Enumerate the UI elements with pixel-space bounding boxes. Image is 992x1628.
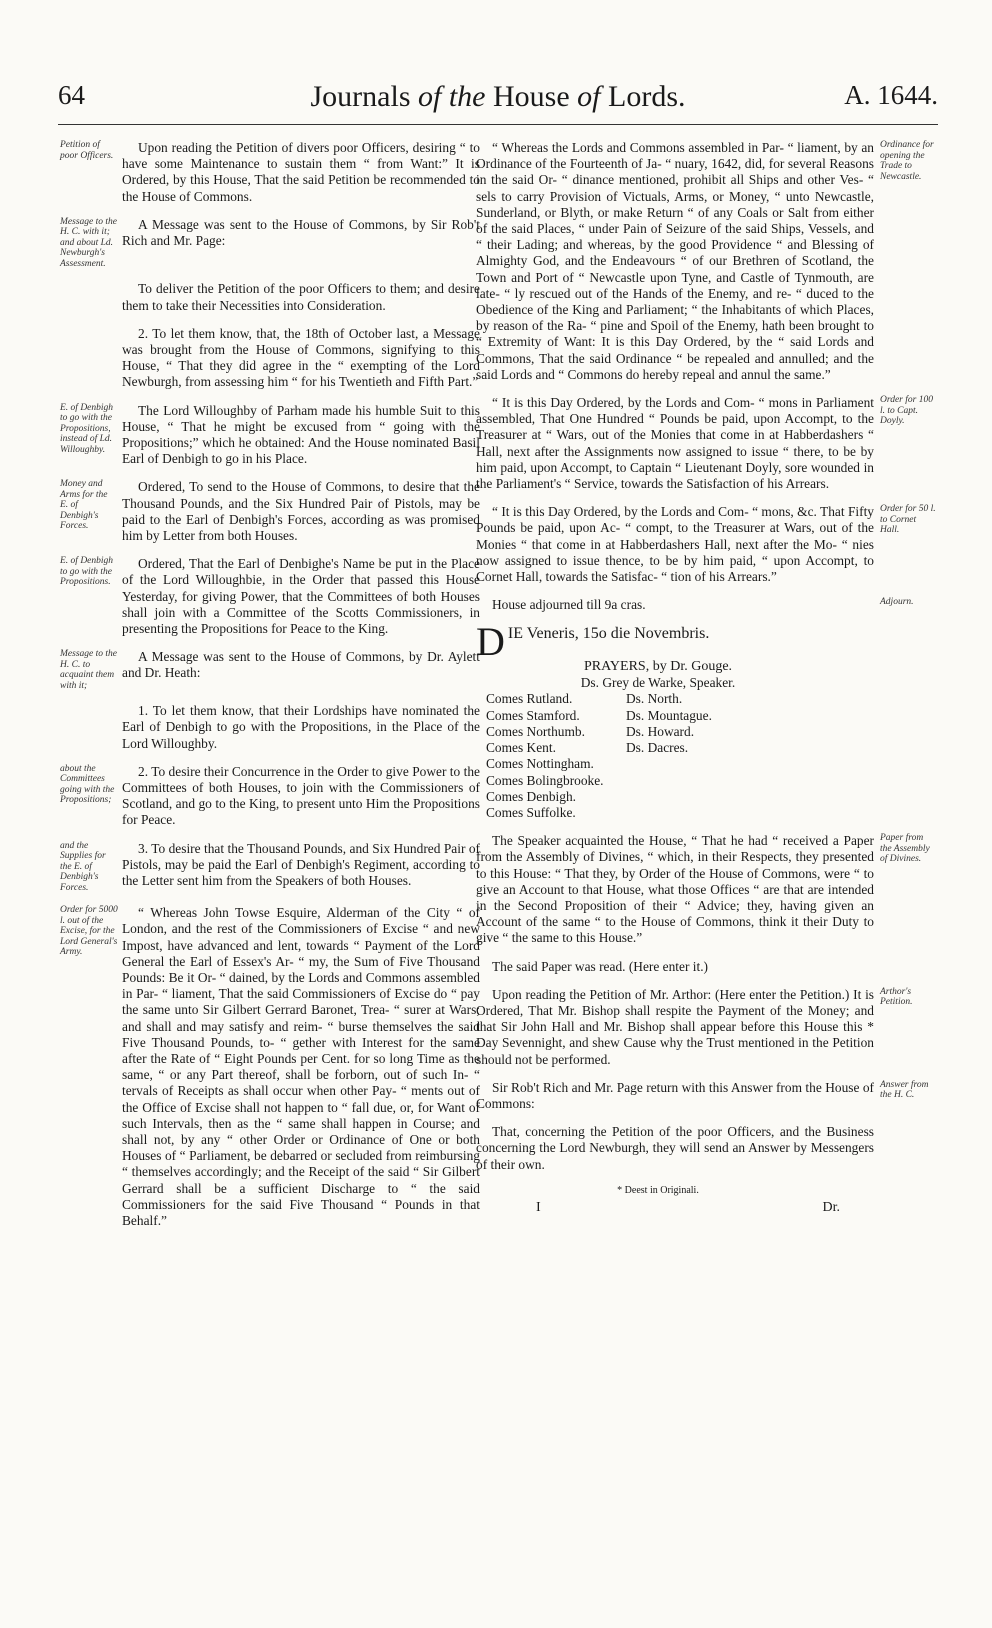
margin-note: Petition of poor Officers.	[60, 140, 114, 161]
left-entry	[60, 479, 480, 544]
entry-text: Ordered, That the Earl of Denbighe's Name be put in the Place of the Lord Willoughbie, in the Order that passed this House Yesterday, for giving Power, that the Committees of both Houses shall join with a Committee of the Scotts Commissioners, in presenting the Propositions for Peace to the King.	[122, 556, 480, 636]
header-rule	[58, 124, 938, 125]
page-year: A. 1644.	[844, 80, 938, 110]
right-entry	[476, 597, 936, 613]
margin-note: Order for 5000 l. out of the Excise, for the Lord General's Army.	[60, 905, 118, 958]
prayers-line: PRAYERS, by Dr. Gouge.	[583, 659, 733, 675]
right-entry	[476, 504, 936, 585]
right-entry	[476, 987, 936, 1068]
right-column	[476, 140, 936, 1216]
entry-text: Upon reading the Petition of divers poor Officers, desiring “ to have some Maintenance to sustain them “ from Want:” It is Ordered, by this House, That the said Petition be recommended to the House of Commons.	[122, 140, 480, 204]
speaker-line: Ds. Grey de Warke, Speaker.	[580, 675, 736, 691]
lord-entry: Comes Bolingbrooke.	[486, 772, 604, 788]
lord-entry: Comes Nottingham.	[486, 756, 594, 772]
margin-note: Money and Arms for the E. of Denbigh's Forces.	[60, 479, 108, 532]
right-entry	[476, 1124, 936, 1173]
entry-text: The Lord Willoughby of Parham made his humble Suit to this House, “ That he might be excused from “ going with the Propositions;” which he obtained: And the House nominated Basil Earl of Denbigh to go in his Place.	[122, 402, 480, 467]
lord-entry: Ds. Mountague.	[626, 707, 712, 723]
lord-entry: Comes Rutland.	[486, 691, 573, 707]
left-entry	[60, 649, 480, 691]
catchword: Dr.	[822, 1199, 840, 1215]
entry-text: That, concerning the Petition of the poor Officers, and the Business concerning the Lord Newburgh, they will send an Answer by Messengers of their own.	[476, 1124, 874, 1172]
lord-entry: Ds. Howard.	[626, 723, 695, 739]
entry-text: 3. To desire that the Thousand Pounds, and Six Hundred Pair of Pistols, may be paid the Earl of Denbigh's Regiment, according to the Letter sent him from the Speakers of both Houses.	[122, 840, 480, 888]
lord-entry: Comes Stamford.	[486, 707, 580, 723]
margin-note: E. of Denbigh to go with the Propositions, instead of Ld. Willoughby.	[60, 402, 114, 455]
left-entry	[60, 841, 480, 894]
left-entry	[60, 403, 480, 468]
right-entry	[476, 1080, 936, 1112]
margin-note: and the Supplies for the E. of Denbigh's Forces.	[60, 840, 106, 893]
entry-text: Upon reading the Petition of Mr. Arthor: (Here enter the Petition.) It is Ordered, That Mr. Bishop shall respite the Payment of the Money; and that Sir John Hall and Mr. Bishop shall appear before this House this * Day Sevennight, and shew Cause why the Trust mentioned in the Petition should not be performed.	[476, 986, 874, 1067]
left-entry	[60, 326, 480, 391]
footnote: * Deest in Originali.	[617, 1184, 699, 1196]
entry-text: The said Paper was read. (Here enter it.)	[492, 958, 709, 974]
left-column	[60, 140, 480, 1241]
margin-note: Paper from the Assembly of Divines.	[880, 833, 930, 865]
lord-entry: Comes Suffolke.	[486, 804, 576, 820]
entry-text: To deliver the Petition of the poor Officers to them; and desire them to take their Necessities into Consideration.	[122, 281, 480, 313]
lords-present-list	[486, 691, 840, 821]
margin-note: Order for 100 l. to Capt. Doyly.	[880, 395, 933, 427]
left-entry	[60, 281, 480, 313]
entry-text: 2. To let them know, that, the 18th of October last, a Message was brought from the House of Commons, signifying to this House, “ That they did agree in the “ exempting of the Lord Newburgh, from assessing him “ for his Twentieth and Fifth Part.”	[122, 325, 480, 390]
lord-entry: Ds. North.	[626, 691, 683, 707]
entry-text: “ It is this Day Ordered, by the Lords and Com- “ mons, &c. That Fifty Pounds be paid, upon Ac- “ compt, to the Treasurer at Wars, out of the Monies “ that come in at Habberdashers Hall, next after the Mo- “ nies now assigned to issue thence, to be by him paid, “ upon Accompt, to Cornet Hall, towards the Satisfac- “ tion of his Arrears.”	[476, 504, 874, 585]
margin-note: Order for 50 l. to Cornet Hall.	[880, 504, 936, 536]
lord-entry: Ds. Dacres.	[626, 740, 689, 756]
entry-text: 2. To desire their Concurrence in the Order to give Power to the Committees of both Houses, to join with the Commissioners of Scotland, and go to the King, to present unto Him the Propositions for Peace.	[122, 763, 480, 828]
right-entry	[476, 140, 936, 383]
entry-text: A Message was sent to the House of Commons, by Dr. Aylett and Dr. Heath:	[122, 649, 480, 681]
drop-cap: D	[476, 619, 505, 665]
left-entry	[60, 905, 480, 1229]
entry-text: “ It is this Day Ordered, by the Lords and Com- “ mons in Parliament assembled, That One Hundred “ Pounds be paid, upon Accompt, to the Treasurer at “ Wars, out of the Monies that come in at Habberdashers “ Hall, next after the Assignments now assigned to issue “ there, to be by him paid, upon Accompt, to Captain “ Lieutenant Doyly, sore wounded in the Parliament's “ Service, towards the Satisfaction of his Arrears.	[476, 395, 874, 492]
right-entry	[476, 959, 936, 975]
margin-note: Adjourn.	[880, 597, 914, 608]
left-entry	[60, 140, 480, 205]
lords-right-list	[626, 691, 766, 821]
entry-text: The Speaker acquainted the House, “ That he had “ received a Paper from the Assembly of Divines, “ which, in their Respects, they presented to this House: “ That they, by Order of the House of Commons, were “ to give an Account to that House, what those Offices “ are that are intended in the Second Proposition of their “ Advice; they, having given an Account of the same “ to the House of Commons, think it their Duty to give “ the same to this House.”	[476, 833, 874, 946]
left-entry	[60, 556, 480, 637]
entry-text: Ordered, To send to the House of Commons, to desire that the Thousand Pounds, and the Six Hundred Pair of Pistols, may be paid to the Earl of Denbigh's Forces, according as was promised him by Letter from both Houses.	[122, 479, 480, 543]
lord-entry: Comes Denbigh.	[486, 788, 577, 804]
lord-entry: Comes Northumb.	[486, 723, 585, 739]
left-entry	[60, 703, 480, 752]
entry-text: A Message was sent to the House of Commons, by Sir Rob't Rich and Mr. Page:	[122, 216, 480, 249]
entry-text: 1. To let them know, that their Lordships have nominated the Earl of Denbigh to go with the Propositions, in the Place of the Lord Willoughby.	[122, 703, 480, 751]
entry-text: “ Whereas the Lords and Commons assembled in Par- “ liament, by an Ordinance of the Fourteenth of Ja- “ nuary, 1642, did, for several Reasons in the said Or- “ dinance mentioned, prohibit all Ships and other Ves- “ sels to carry Provision of Victuals, Arms, or Money, “ unto Newcastle, Sunderland, or Blyth, or make Return “ of any Coals or Salt from either of the said Places, “ under Pain of Seizure of the said Ships, Vessels, and “ their Lading; and whereas, by the good Providence “ and Blessing of Almighty God, and the Endeavours “ of our Brethren of Scotland, the Town and Port of “ Newcastle upon Tyne, and Castle of Tynmouth, are late- “ ly rescued out of the Hands of the Enemy, and re- “ duced to the Obedience of the King and Parliament; “ the Inhabitants of which Places, by reason of the Ra- “ pine and Spoil of the Enemy, hath been brought to “ Extremity of Want: It is this Day Ordered, by the “ said Lords and Commons, That the said Ordinance “ be repealed and annulled; and the said Lords and “ Commons do hereby repeal and annul the same.”	[476, 140, 874, 382]
margin-note: Answer from the H. C.	[880, 1079, 929, 1101]
right-entry	[476, 395, 936, 492]
margin-note: about the Committees going with the Propositions;	[60, 763, 115, 806]
lords-left-list	[486, 691, 626, 821]
lord-entry: Comes Kent.	[486, 740, 556, 756]
left-entry	[60, 764, 480, 829]
margin-note: E. of Denbigh to go with the Propositions.	[60, 556, 114, 588]
running-title: Journals of the House of Lords.	[310, 80, 686, 113]
signature-mark: I	[536, 1199, 541, 1215]
left-entry	[60, 217, 480, 270]
entry-text: House adjourned till 9a cras.	[492, 597, 646, 613]
margin-note: Message to the H. C. to acquaint them with it;	[60, 649, 117, 691]
margin-note: Ordinance for opening the Trade to Newcastle.	[880, 140, 934, 182]
page-header	[58, 80, 938, 124]
day-heading: DIE Veneris, 15o die Novembris.	[476, 619, 710, 665]
day-section	[476, 619, 840, 821]
right-entry	[476, 833, 936, 946]
margin-note: Message to the H. C. with it; and about Ld. Newburgh's Assessment.	[60, 216, 117, 269]
page-footer	[476, 1200, 840, 1216]
margin-note: Arthor's Petition.	[880, 986, 913, 1008]
entry-text: Sir Rob't Rich and Mr. Page return with this Answer from the House of Commons:	[476, 1079, 874, 1111]
entry-text: “ Whereas John Towse Esquire, Alderman of the City “ of London, and the rest of the Commissioners of Excise “ and new Impost, have advanced and lent, towards “ Payment of the Lord General the Earl of Essex's Ar- “ my, the Sum of Five Thousand Pounds: Be it Or- “ dained, by the Lords and Commons assembled in Par- “ liament, That the said Commissioners of Excise do “ pay the same unto Sir Gilbert Gerrard Baronet, Trea- “ surer at Wars; and shall and may satisfy and reim- “ burse themselves the said Five Thousand Pounds, to- “ gether with Interest for the same after the Rate of “ Eight Pounds per Cent. for so long Time as the same, “ or any Part thereof, shall be forborn, out of such In- “ tervals of Receipts as shall occur when other Pay- “ ments out of the Office of Excise shall not happen to “ fall due, or, for Want of such Intervals, then as the “ same shall happen in Course; and shall not, by any “ other Order or Ordinance of One or both Houses of “ Parliament, be debarred or secluded from reimbursing “ themselves accordingly; and the Receipt of the said “ Sir Gilbert Gerrard shall be a sufficient Discharge to “ the said Commissioners for the said Five Thousand “ Pounds in that Behalf.”	[122, 905, 480, 1228]
page-number: 64	[58, 80, 85, 110]
